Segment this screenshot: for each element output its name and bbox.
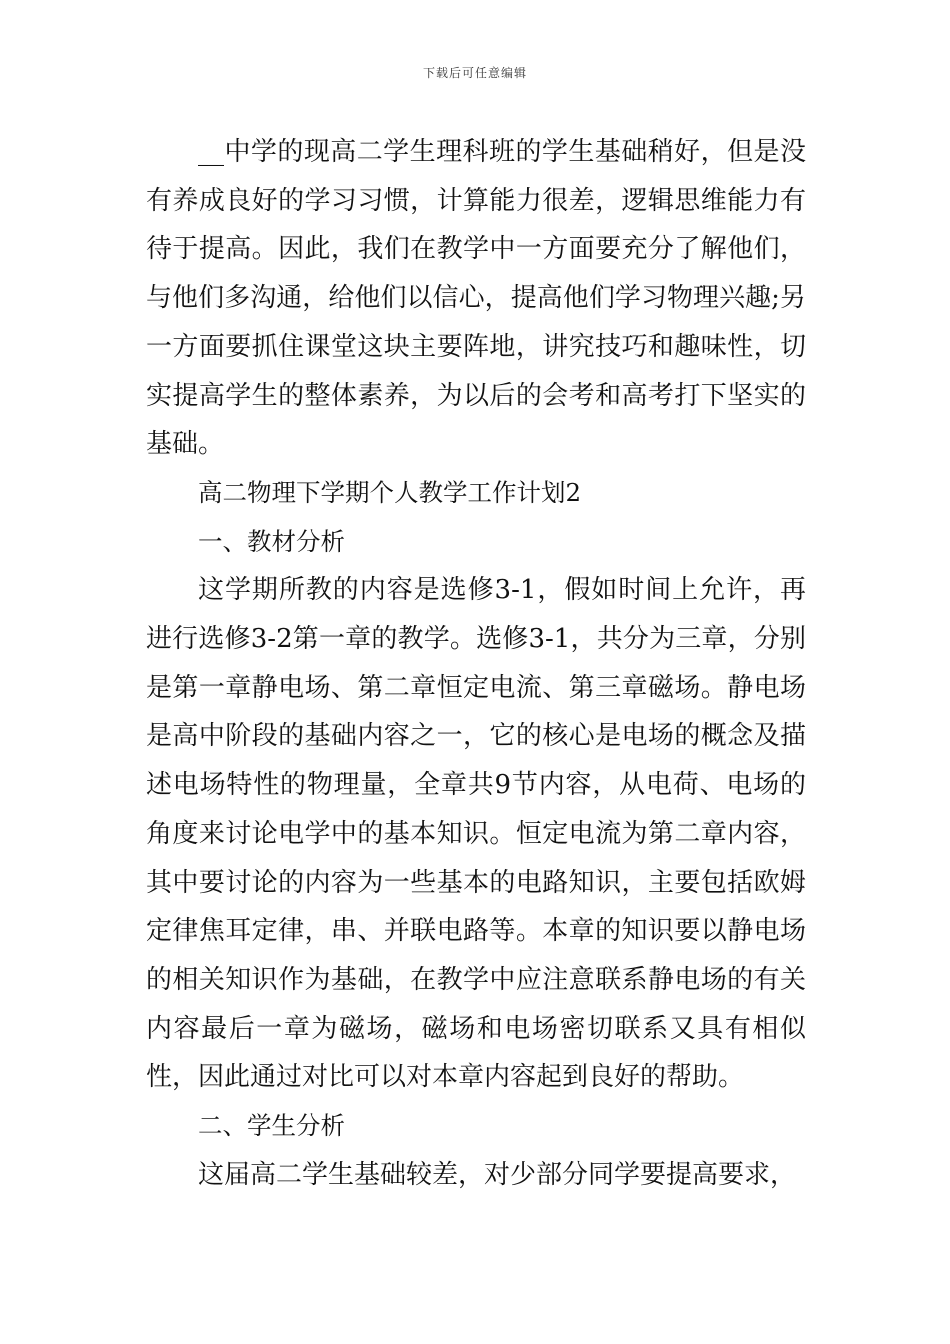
body-paragraph: 这学期所教的内容是选修3-1，假如时间上允许，再进行选修3-2第一章的教学。选修3-1，共分为三章，分别是第一章静电场、第二章恒定电流、第三章磁场。静电场是高中阶段的基础内容之一，它的核心是电场的概念及描述电场特性的物理量，全章共9节内容，从电荷、电场的角度来讨论电学中的基本知识。恒定电流为第二章内容，其中要讨论的内容为一些基本的电路知识，主要包括欧姆定律焦耳定律，串、并联电路等。本章的知识要以静电场的相关知识作为基础，在教学中应注意联系静电场的有关内容最后一章为磁场，磁场和电场密切联系又具有相似性，因此通过对比可以对本章内容起到良好的帮助。 bbox=[146, 575, 806, 1093]
document-body bbox=[146, 128, 806, 1199]
page-header: 下载后可任意编辑 bbox=[422, 66, 527, 80]
section-heading-students: 二、学生分析 bbox=[198, 1111, 345, 1141]
section-heading-textbook: 一、教材分析 bbox=[198, 526, 345, 556]
body-paragraph: __中学的现高二学生理科班的学生基础稍好，但是没有养成良好的学习习惯，计算能力很差，逻辑思维能力有待于提高。因此，我们在教学中一方面要充分了解他们，与他们多沟通，给他们以信心，提高他们学习物理兴趣;另一方面要抓住课堂这块主要阵地，讲究技巧和趣味性，切实提高学生的整体素养，为以后的会考和高考打下坚实的基础。 bbox=[146, 137, 806, 460]
body-paragraph: 这届高二学生基础较差，对少部分同学要提高要求， bbox=[198, 1159, 797, 1190]
document-title: 高二物理下学期个人教学工作计划2 bbox=[198, 477, 582, 507]
